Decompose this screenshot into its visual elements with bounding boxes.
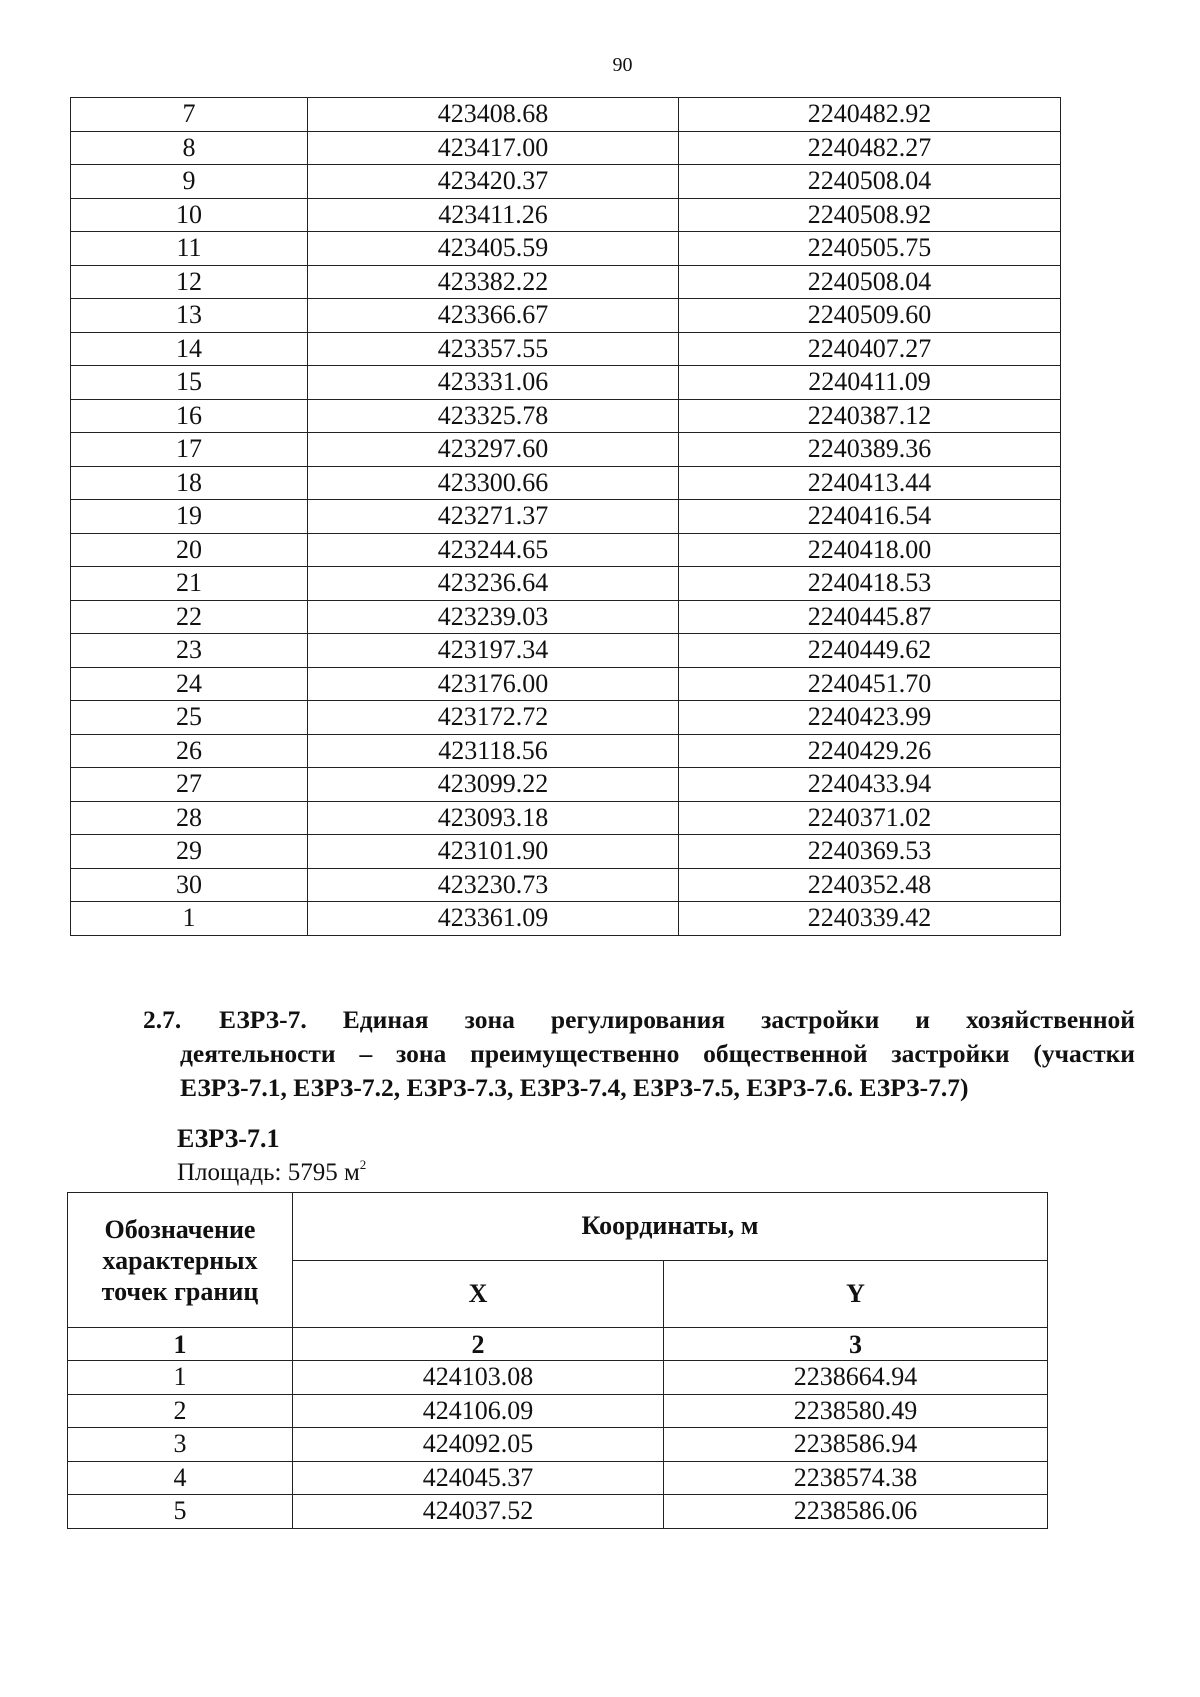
- point-number-cell: 16: [71, 399, 308, 433]
- area-text: Площадь: 5795 м: [177, 1159, 360, 1186]
- table-row: [68, 1495, 1048, 1529]
- x-coordinate-cell: 423244.65: [308, 533, 679, 567]
- point-number-cell: 4: [68, 1461, 293, 1495]
- x-coordinate-cell: 423300.66: [308, 466, 679, 500]
- coordinates-table-header: [68, 1193, 1048, 1328]
- column-index: 1: [68, 1328, 293, 1361]
- table-row: [71, 98, 1061, 132]
- y-coordinate-cell: 2240509.60: [679, 299, 1061, 333]
- table-row: [68, 1361, 1048, 1395]
- table-row: [71, 868, 1061, 902]
- y-coordinate-cell: 2240429.26: [679, 734, 1061, 768]
- table-row: [68, 1394, 1048, 1428]
- point-number-cell: 29: [71, 835, 308, 869]
- y-coordinate-cell: 2240411.09: [679, 366, 1061, 400]
- point-number-cell: 23: [71, 634, 308, 668]
- y-coordinate-cell: 2240407.27: [679, 332, 1061, 366]
- table-row: [68, 1461, 1048, 1495]
- point-number-cell: 30: [71, 868, 308, 902]
- table-row: [71, 366, 1061, 400]
- table-row: [71, 433, 1061, 467]
- x-coordinate-cell: 423101.90: [308, 835, 679, 869]
- table-row: [71, 299, 1061, 333]
- point-number-cell: 14: [71, 332, 308, 366]
- x-coordinate-cell: 423408.68: [308, 98, 679, 132]
- x-coordinate-cell: 423176.00: [308, 667, 679, 701]
- x-coordinate-cell: 423093.18: [308, 801, 679, 835]
- point-number-cell: 22: [71, 600, 308, 634]
- table-row: [68, 1428, 1048, 1462]
- point-number-cell: 19: [71, 500, 308, 534]
- y-coordinate-cell: 2240482.92: [679, 98, 1061, 132]
- x-coordinate-cell: 423361.09: [308, 902, 679, 936]
- section-heading: [143, 1003, 1135, 1105]
- table-row: [71, 265, 1061, 299]
- x-coordinate-cell: 423236.64: [308, 567, 679, 601]
- y-coordinate-cell: 2240482.27: [679, 131, 1061, 165]
- point-number-cell: 24: [71, 667, 308, 701]
- section-title-line3: ЕЗРЗ-7.1, ЕЗРЗ-7.2, ЕЗРЗ-7.3, ЕЗРЗ-7.4, ЕЗРЗ-7.5, ЕЗРЗ-7.6. ЕЗРЗ-7.7): [180, 1073, 969, 1102]
- column-index: 3: [664, 1328, 1048, 1361]
- table-row: [71, 198, 1061, 232]
- y-coordinate-cell: 2240389.36: [679, 433, 1061, 467]
- table-row: [71, 667, 1061, 701]
- x-coordinate-cell: 423271.37: [308, 500, 679, 534]
- table-row: [71, 701, 1061, 735]
- point-number-cell: 13: [71, 299, 308, 333]
- table-row: [71, 768, 1061, 802]
- y-coordinate-cell: 2240505.75: [679, 232, 1061, 266]
- point-number-cell: 18: [71, 466, 308, 500]
- x-coordinate-cell: 423230.73: [308, 868, 679, 902]
- x-coordinate-cell: 423325.78: [308, 399, 679, 433]
- header-x: X: [293, 1260, 664, 1328]
- y-coordinate-cell: 2240451.70: [679, 667, 1061, 701]
- coordinates-table-body: [71, 98, 1061, 936]
- point-number-cell: 28: [71, 801, 308, 835]
- point-number-cell: 8: [71, 131, 308, 165]
- y-coordinate-cell: 2240418.00: [679, 533, 1061, 567]
- point-number-cell: 27: [71, 768, 308, 802]
- point-number-cell: 5: [68, 1495, 293, 1529]
- header-y: Y: [664, 1260, 1048, 1328]
- table-row: [71, 131, 1061, 165]
- point-number-cell: 15: [71, 366, 308, 400]
- table-row: [71, 399, 1061, 433]
- y-coordinate-cell: 2240449.62: [679, 634, 1061, 668]
- subsection-title: ЕЗРЗ-7.1: [177, 1124, 280, 1153]
- y-coordinate-cell: 2240339.42: [679, 902, 1061, 936]
- y-coordinate-cell: 2240433.94: [679, 768, 1061, 802]
- table-row: [71, 634, 1061, 668]
- coordinates-table: [67, 1192, 1048, 1529]
- table-row: [71, 232, 1061, 266]
- y-coordinate-cell: 2240423.99: [679, 701, 1061, 735]
- y-coordinate-cell: 2238586.94: [664, 1428, 1048, 1462]
- table-row: [71, 533, 1061, 567]
- y-coordinate-cell: 2240416.54: [679, 500, 1061, 534]
- y-coordinate-cell: 2240371.02: [679, 801, 1061, 835]
- x-coordinate-cell: 423172.72: [308, 701, 679, 735]
- point-number-cell: 1: [68, 1361, 293, 1395]
- y-coordinate-cell: 2240369.53: [679, 835, 1061, 869]
- x-coordinate-cell: 424106.09: [293, 1394, 664, 1428]
- y-coordinate-cell: 2238664.94: [664, 1361, 1048, 1395]
- table-row: [71, 835, 1061, 869]
- y-coordinate-cell: 2240418.53: [679, 567, 1061, 601]
- x-coordinate-cell: 423297.60: [308, 433, 679, 467]
- y-coordinate-cell: 2240387.12: [679, 399, 1061, 433]
- point-number-cell: 11: [71, 232, 308, 266]
- x-coordinate-cell: 424037.52: [293, 1495, 664, 1529]
- point-number-cell: 10: [71, 198, 308, 232]
- table-row: [71, 500, 1061, 534]
- coordinates-table-rows: [68, 1328, 1048, 1529]
- x-coordinate-cell: 423197.34: [308, 634, 679, 668]
- y-coordinate-cell: 2238580.49: [664, 1394, 1048, 1428]
- table-row: [71, 801, 1061, 835]
- y-coordinate-cell: 2240445.87: [679, 600, 1061, 634]
- x-coordinate-cell: 423366.67: [308, 299, 679, 333]
- section-title-line2: деятельности – зона преимущественно общественной застройки (участки: [180, 1039, 1135, 1068]
- table-row: [71, 902, 1061, 936]
- table-row: [71, 165, 1061, 199]
- y-coordinate-cell: 2238574.38: [664, 1461, 1048, 1495]
- x-coordinate-cell: 423382.22: [308, 265, 679, 299]
- section-heading-line1: [143, 1003, 1135, 1037]
- page-number: 90: [612, 54, 633, 76]
- point-number-cell: 12: [71, 265, 308, 299]
- point-number-cell: 3: [68, 1428, 293, 1462]
- x-coordinate-cell: 423239.03: [308, 600, 679, 634]
- table-row: [71, 332, 1061, 366]
- x-coordinate-cell: 423118.56: [308, 734, 679, 768]
- y-coordinate-cell: 2240413.44: [679, 466, 1061, 500]
- table-row: [71, 466, 1061, 500]
- point-number-cell: 1: [71, 902, 308, 936]
- point-number-cell: 2: [68, 1394, 293, 1428]
- y-coordinate-cell: 2240352.48: [679, 868, 1061, 902]
- x-coordinate-cell: 424092.05: [293, 1428, 664, 1462]
- y-coordinate-cell: 2240508.04: [679, 265, 1061, 299]
- column-index-row: [68, 1328, 1048, 1361]
- point-number-cell: 25: [71, 701, 308, 735]
- y-coordinate-cell: 2240508.92: [679, 198, 1061, 232]
- x-coordinate-cell: 423331.06: [308, 366, 679, 400]
- x-coordinate-cell: 423420.37: [308, 165, 679, 199]
- x-coordinate-cell: 424103.08: [293, 1361, 664, 1395]
- section-title-line1: ЕЗРЗ-7. Единая зона регулирования застройки и хозяйственной: [219, 1005, 1135, 1034]
- point-number-cell: 26: [71, 734, 308, 768]
- x-coordinate-cell: 423357.55: [308, 332, 679, 366]
- point-number-cell: 7: [71, 98, 308, 132]
- y-coordinate-cell: 2240508.04: [679, 165, 1061, 199]
- area-label: [177, 1159, 366, 1187]
- x-coordinate-cell: 423417.00: [308, 131, 679, 165]
- column-index: 2: [293, 1328, 664, 1361]
- table-row: [71, 600, 1061, 634]
- x-coordinate-cell: 423099.22: [308, 768, 679, 802]
- x-coordinate-cell: 423405.59: [308, 232, 679, 266]
- point-number-cell: 17: [71, 433, 308, 467]
- table-row: [71, 734, 1061, 768]
- point-number-cell: 20: [71, 533, 308, 567]
- x-coordinate-cell: 423411.26: [308, 198, 679, 232]
- header-coordinates: Координаты, м: [293, 1193, 1048, 1261]
- y-coordinate-cell: 2238586.06: [664, 1495, 1048, 1529]
- point-number-cell: 9: [71, 165, 308, 199]
- table-row: [71, 567, 1061, 601]
- section-number: 2.7.: [143, 1005, 182, 1034]
- header-designation: Обозначение характерных точек границ: [68, 1193, 293, 1328]
- area-superscript: 2: [359, 1157, 367, 1172]
- coordinates-table-continued: [70, 97, 1061, 936]
- x-coordinate-cell: 424045.37: [293, 1461, 664, 1495]
- point-number-cell: 21: [71, 567, 308, 601]
